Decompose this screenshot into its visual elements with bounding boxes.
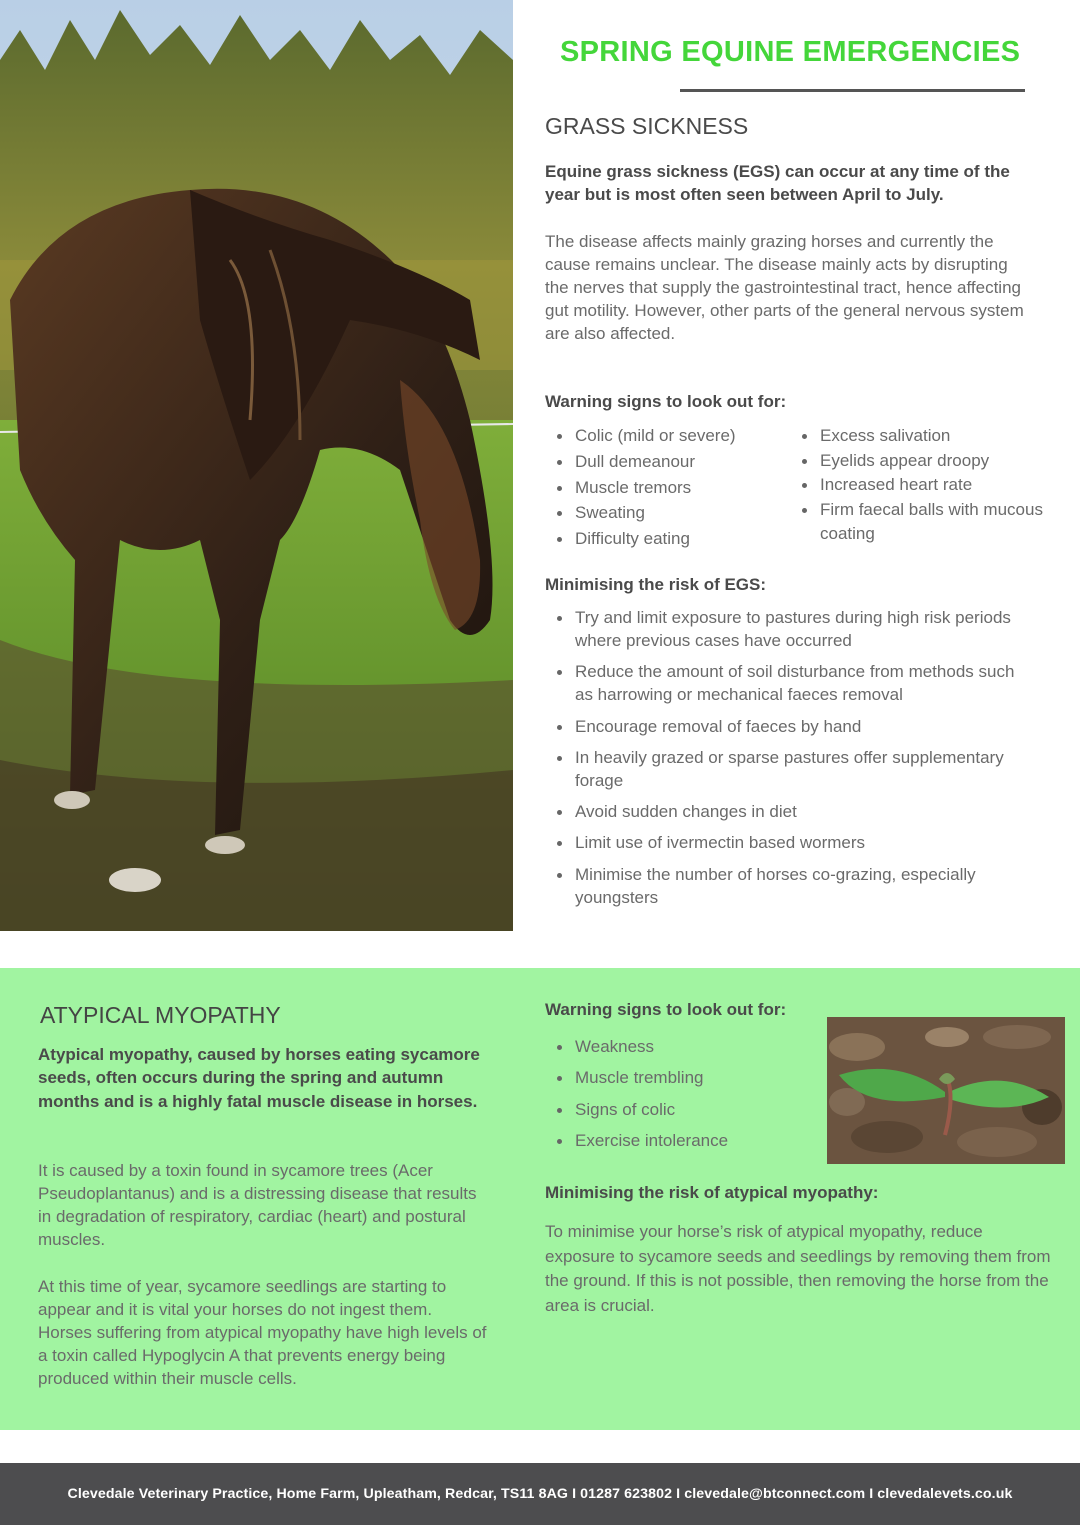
list-item: Minimise the number of horses co-grazing, especially youngsters: [545, 863, 1015, 909]
grass-warning-list-left: [545, 424, 785, 553]
title-divider: [680, 89, 1025, 92]
list-item: Try and limit exposure to pastures during high risk periods where previous cases have occurred: [545, 606, 1015, 652]
grass-sickness-heading: GRASS SICKNESS: [545, 113, 749, 139]
list-item: Colic (mild or severe): [545, 424, 785, 450]
grass-minimise-list: [545, 606, 1015, 917]
list-item: Muscle tremors: [545, 476, 785, 502]
list-item: Dull demeanour: [545, 450, 785, 476]
list-item: Sweating: [545, 501, 785, 527]
atypical-myopathy-intro: Atypical myopathy, caused by horses eating sycamore seeds, often occurs during the spring and autumn months and is a highly fatal muscle disease in horses.: [38, 1045, 480, 1111]
list-item: Weakness: [545, 1035, 815, 1066]
list-item: Exercise intolerance: [545, 1129, 815, 1160]
footer-contact-text: Clevedale Veterinary Practice, Home Farm, Upleatham, Redcar, TS11 8AG I 01287 623802 I clevedale@btconnect.com I clevedalevets.co.uk: [67, 1486, 1013, 1502]
footer: [0, 1463, 1080, 1525]
atypical-myopathy-paragraph-2: At this time of year, sycamore seedlings are starting to appear and it is vital your horses do not ingest them. Horses suffering from atypical myopathy have high levels of a toxin called Hypoglycin A that prevents energy being produced within their muscle cells.: [38, 1277, 487, 1388]
grass-minimise-heading: Minimising the risk of EGS:: [545, 575, 767, 594]
page-title: SPRING EQUINE EMERGENCIES: [560, 36, 1021, 68]
list-item: Limit use of ivermectin based wormers: [545, 831, 1015, 854]
list-item: Reduce the amount of soil disturbance from methods such as harrowing or mechanical faeces removal: [545, 660, 1015, 706]
grass-sickness-description: The disease affects mainly grazing horses and currently the cause remains unclear. The disease mainly acts by disrupting the nerves that supply the gastrointestinal tract, hence affecting gut motility. However, other parts of the general nervous system are also affected.: [545, 232, 1024, 343]
grass-warning-heading: Warning signs to look out for:: [545, 392, 787, 411]
list-item: Eyelids appear droopy: [790, 449, 1050, 474]
myopathy-minimise-heading: Minimising the risk of atypical myopathy:: [545, 1183, 879, 1202]
myopathy-warning-list: [545, 1035, 815, 1160]
list-item: In heavily grazed or sparse pastures offer supplementary forage: [545, 746, 1015, 792]
grass-sickness-intro: Equine grass sickness (EGS) can occur at any time of the year but is most often seen between April to July.: [545, 162, 1010, 204]
sycamore-seedling-photo: [827, 1017, 1065, 1164]
list-item: Firm faecal balls with mucous coating: [790, 498, 1050, 547]
list-item: Avoid sudden changes in diet: [545, 800, 1015, 823]
list-item: Encourage removal of faeces by hand: [545, 715, 1015, 738]
myopathy-warning-heading: Warning signs to look out for:: [545, 1000, 787, 1019]
list-item: Increased heart rate: [790, 473, 1050, 498]
list-item: Excess salivation: [790, 424, 1050, 449]
atypical-myopathy-heading: ATYPICAL MYOPATHY: [40, 1002, 281, 1028]
atypical-myopathy-paragraph-1: It is caused by a toxin found in sycamore trees (Acer Pseudoplantanus) and is a distressing disease that results in degradation of respiratory, cardiac (heart) and postural muscles.: [38, 1161, 477, 1249]
grass-warning-list-right: [790, 424, 1050, 547]
list-item: Difficulty eating: [545, 527, 785, 553]
horse-photo: [0, 0, 513, 931]
list-item: Muscle trembling: [545, 1066, 815, 1097]
myopathy-minimise-text: To minimise your horse’s risk of atypical myopathy, reduce exposure to sycamore seeds and seedlings by removing them from the ground. If this is not possible, then removing the horse from the area is crucial.: [545, 1222, 1051, 1315]
list-item: Signs of colic: [545, 1098, 815, 1129]
